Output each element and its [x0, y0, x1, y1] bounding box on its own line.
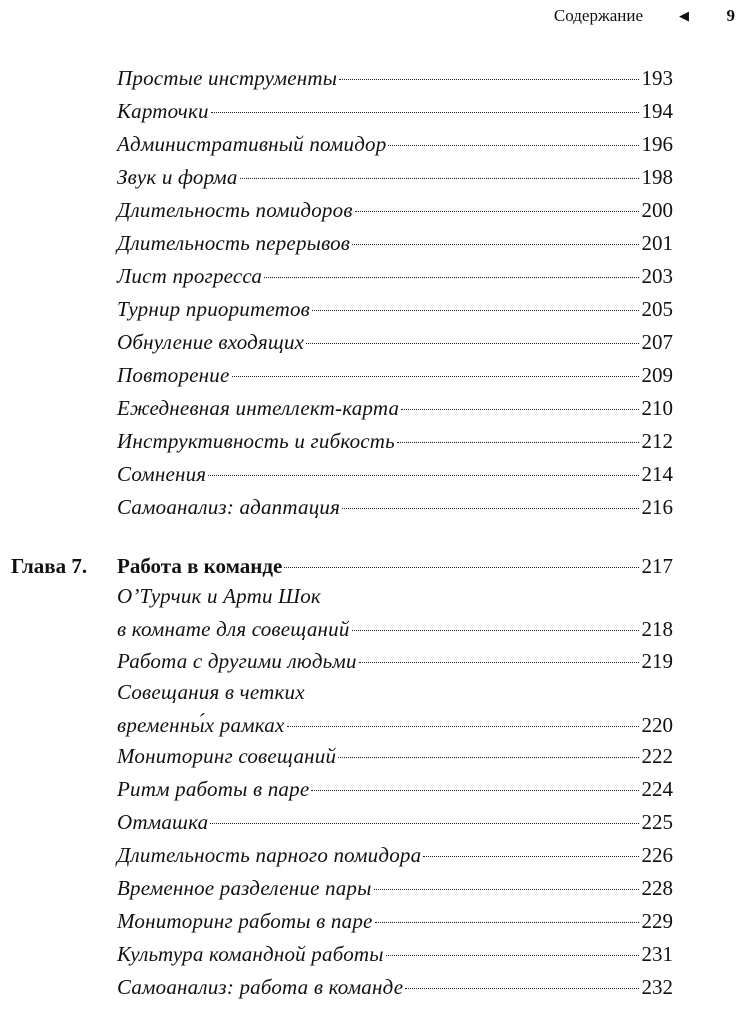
toc-entry[interactable]	[117, 773, 673, 806]
toc-entry-title: Мониторинг совещаний	[117, 744, 337, 768]
toc-entry-title: Длительность парного помидора	[117, 843, 422, 867]
toc-entry-title: Отмашка	[117, 810, 209, 834]
toc-entry-page: 218	[641, 617, 673, 641]
toc-entry-title: Простые инструменты	[117, 66, 338, 90]
section-title: Содержание	[553, 6, 643, 25]
toc-entry[interactable]	[117, 806, 673, 839]
page-number: 9	[726, 6, 735, 25]
toc-entry-title: Турнир приоритетов	[117, 297, 310, 321]
toc-entry[interactable]	[117, 227, 673, 260]
leader-dots	[339, 79, 638, 80]
toc-entry-title: в комнате для совещаний	[117, 617, 350, 641]
toc-entry-page: 193	[641, 66, 673, 90]
toc-entry-title: Лист прогресса	[117, 264, 263, 288]
toc-entry-page: 229	[641, 909, 673, 933]
toc-entry[interactable]	[117, 740, 673, 773]
toc-entry-page: 222	[641, 744, 673, 768]
toc-entry[interactable]	[117, 580, 673, 646]
leader-dots	[284, 567, 638, 568]
chapter-page: 217	[641, 554, 673, 578]
leader-dots	[359, 662, 639, 663]
leader-dots	[264, 277, 638, 278]
chapter-label: Глава 7.	[11, 554, 88, 578]
toc-entry[interactable]	[117, 872, 673, 905]
toc-entry-page: 196	[641, 132, 673, 156]
toc-entry-page: 225	[641, 810, 673, 834]
leader-dots	[352, 630, 639, 631]
toc-entry[interactable]	[117, 491, 673, 524]
toc-entry[interactable]	[117, 62, 673, 95]
leader-dots	[374, 889, 639, 890]
leader-dots	[287, 726, 639, 727]
leader-dots	[355, 211, 639, 212]
toc-entry[interactable]	[117, 971, 673, 1004]
leader-dots	[211, 112, 639, 113]
leader-dots	[342, 508, 638, 509]
toc-entry[interactable]	[117, 392, 673, 425]
toc-entry-page: 224	[641, 777, 673, 801]
toc-entry[interactable]	[117, 128, 673, 161]
toc-entry-title: Самоанализ: работа в команде	[117, 975, 404, 999]
toc-entry[interactable]	[117, 194, 673, 227]
toc-entry-page: 205	[641, 297, 673, 321]
toc-entry-page: 216	[641, 495, 673, 519]
toc-entry[interactable]	[117, 293, 673, 326]
leader-dots	[311, 790, 638, 791]
leader-dots	[397, 442, 639, 443]
leader-dots	[352, 244, 638, 245]
toc-entry[interactable]	[117, 161, 673, 194]
toc-entry[interactable]	[117, 938, 673, 971]
toc-entry-title: Работа с другими людьми	[117, 649, 357, 673]
toc-entry[interactable]	[117, 260, 673, 293]
toc-entry-page: 231	[641, 942, 673, 966]
toc-entry-title: Мониторинг работы в паре	[117, 909, 373, 933]
toc-entry-page: 210	[641, 396, 673, 420]
leader-dots	[210, 823, 638, 824]
leader-dots	[232, 376, 639, 377]
toc-entry[interactable]	[117, 95, 673, 128]
leader-dots	[240, 178, 639, 179]
leader-dots	[386, 955, 639, 956]
leader-dots	[306, 343, 638, 344]
toc-entry-page: 203	[641, 264, 673, 288]
toc-entry-title: Ритм работы в паре	[117, 777, 310, 801]
running-header	[0, 6, 747, 30]
toc-entry[interactable]	[117, 326, 673, 359]
toc-entry-page: 226	[641, 843, 673, 867]
leader-dots	[423, 856, 638, 857]
toc-entry-page: 201	[641, 231, 673, 255]
leader-dots	[375, 922, 639, 923]
toc-entry-title: Длительность перерывов	[117, 231, 351, 255]
toc-entry-title: Культура командной работы	[117, 942, 384, 966]
leader-dots	[338, 757, 638, 758]
toc-entry-title: Самоанализ: адаптация	[117, 495, 341, 519]
toc-entry[interactable]	[117, 645, 673, 678]
toc-entry[interactable]	[117, 839, 673, 872]
toc-entry-title-line1: О’Турчик и Арти Шок	[117, 584, 321, 608]
toc-entry[interactable]	[117, 425, 673, 458]
toc-entry[interactable]	[117, 676, 673, 742]
toc-entry-title: Административный помидор	[117, 132, 387, 156]
toc-entry-page: 212	[641, 429, 673, 453]
toc-entry-page: 207	[641, 330, 673, 354]
toc-entry-page: 220	[641, 713, 673, 737]
toc-entry-title: Ежедневная интеллект-карта	[117, 396, 400, 420]
leader-dots	[312, 310, 639, 311]
leader-dots	[388, 145, 638, 146]
toc-entry-page: 214	[641, 462, 673, 486]
toc-entry-title: Повторение	[117, 363, 230, 387]
toc-entry-page: 228	[641, 876, 673, 900]
toc-entry-title: Временное разделение пары	[117, 876, 372, 900]
toc-entry-page: 198	[641, 165, 673, 189]
toc-entry-title-line1: Совещания в четких	[117, 680, 305, 704]
leader-dots	[208, 475, 638, 476]
leader-dots	[401, 409, 638, 410]
toc-entry-title: временны́х рамках	[117, 713, 285, 737]
toc-entry-title: Инструктивность и гибкость	[117, 429, 395, 453]
toc-entry-title: Обнуление входящих	[117, 330, 305, 354]
chapter-title: Работа в команде	[117, 554, 283, 578]
toc-entry-page: 209	[641, 363, 673, 387]
back-arrow-icon[interactable]: ◀	[679, 8, 689, 23]
toc-entry-title: Звук и форма	[117, 165, 238, 189]
toc-entry[interactable]	[117, 359, 673, 392]
toc-entry-page: 219	[641, 649, 673, 673]
toc-entry-title: Длительность помидоров	[117, 198, 353, 222]
toc-entry-page: 194	[641, 99, 673, 123]
leader-dots	[405, 988, 638, 989]
toc-entry[interactable]	[117, 458, 673, 491]
toc-entry-title: Карточки	[117, 99, 209, 123]
toc-entry-page: 232	[641, 975, 673, 999]
toc-entry-page: 200	[641, 198, 673, 222]
toc-entry-title: Сомнения	[117, 462, 207, 486]
toc-entry[interactable]	[117, 905, 673, 938]
